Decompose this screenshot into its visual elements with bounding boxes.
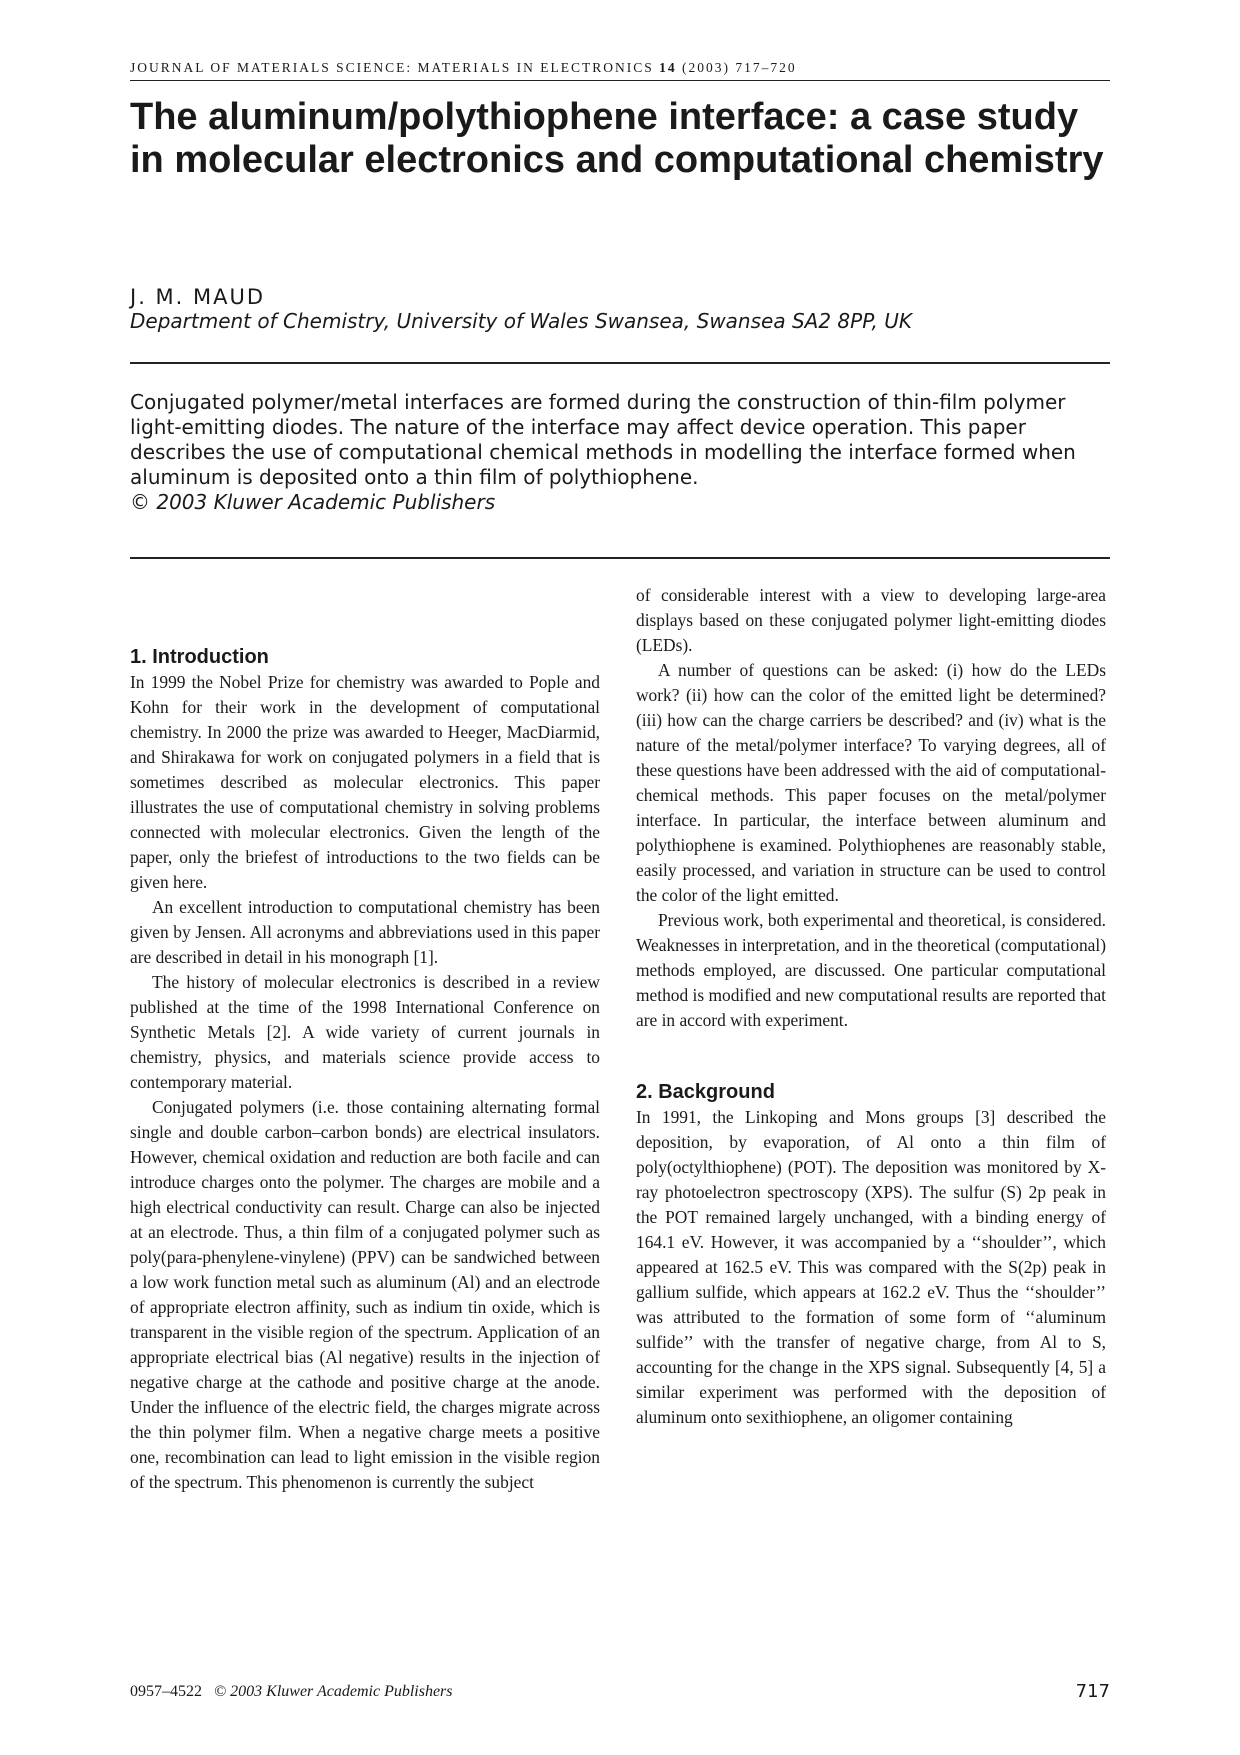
paragraph: Previous work, both experimental and theoretical, is considered. Weaknesses in interpretation, and in the theoretical (computational) methods employed, are discussed. One particular computational method is modified and new computational results are reported that are in accord with experiment. [636, 910, 1106, 1030]
author-affiliation: Department of Chemistry, University of Wales Swansea, Swansea SA2 8PP, UK [130, 309, 912, 333]
paper-title: The aluminum/polythiophene interface: a case study in molecular electronics and computational chemistry [130, 96, 1104, 181]
running-head [130, 60, 1110, 81]
paragraph: In 1991, the Linkoping and Mons groups [3] described the deposition, by evaporation, of Al onto a thin film of poly(octylthiophene) (POT). The deposition was monitored by X-ray photoelectron spectroscopy (XPS). The sulfur (S) 2p peak in the POT remained largely unchanged, with a binding energy of 164.1 eV. However, it was accompanied by a ‘‘shoulder’’, which appeared at 162.5 eV. This was compared with the S(2p) peak in gallium sulfide, which appears at 162.2 eV. Thus the ‘‘shoulder’’ was attributed to the formation of some form of ‘‘aluminum sulfide’’ with the transfer of negative charge, from Al to S, accounting for the change in the XPS signal. Subsequently [4, 5] a similar experiment was performed with the deposition of aluminum onto sexithiophene, an oligomer containing [636, 1107, 1106, 1427]
abstract [130, 390, 1110, 515]
section-heading-introduction: 1. Introduction [130, 646, 269, 668]
left-column [130, 645, 600, 1495]
footer-issn-line [130, 1683, 453, 1701]
journal-year-pages: (2003) 717–720 [682, 60, 797, 75]
section-heading-background: 2. Background [636, 1081, 775, 1103]
paragraph: The history of molecular electronics is described in a review published at the time of the 1998 International Conference on Synthetic Metals [2]. A wide variety of current journals in chemistry, physics, and materials science provide access to contemporary material. [130, 972, 600, 1092]
journal-volume: 14 [659, 60, 677, 75]
journal-name: JOURNAL OF MATERIALS SCIENCE: MATERIALS IN ELECTRONICS [130, 60, 654, 75]
abstract-bottom-rule [130, 557, 1110, 559]
paragraph: Conjugated polymers (i.e. those containing alternating formal single and double carbon–carbon bonds) are electrical insulators. However, chemical oxidation and reduction are both facile and can introduce charges onto the polymer. The charges are mobile and a high electrical conductivity can result. Charge can also be injected at an electrode. Thus, a thin film of a conjugated polymer such as poly(para-phenylene-vinylene) (PPV) can be sandwiched between a low work function metal such as aluminum (Al) and an electrode of appropriate electron affinity, such as indium tin oxide, which is transparent in the visible region of the spectrum. Application of an appropriate electrical bias (Al negative) results in the injection of negative charge at the cathode and positive charge at the anode. Under the influence of the electric field, the charges migrate across the thin polymer film. When a negative charge meets a positive one, recombination can lead to light emission in the visible region of the spectrum. This phenomenon is currently the subject [130, 1097, 600, 1492]
paragraph: An excellent introduction to computational chemistry has been given by Jensen. All acronyms and abbreviations used in this paper are described in detail in his monograph [1]. [130, 897, 600, 967]
abstract-text: Conjugated polymer/metal interfaces are formed during the construction of thin-film polymer light-emitting diodes. The nature of the interface may affect device operation. This paper describes the use of computational chemical methods in modelling the interface formed when aluminum is deposited onto a thin film of polythiophene. [130, 390, 1076, 489]
footer-issn: 0957–4522 [130, 1683, 202, 1700]
right-column [636, 583, 1106, 1430]
page-number: 717 [1075, 1681, 1110, 1702]
abstract-top-rule [130, 362, 1110, 364]
footer-copyright: © 2003 Kluwer Academic Publishers [214, 1683, 453, 1700]
paragraph: In 1999 the Nobel Prize for chemistry was awarded to Pople and Kohn for their work in the development of computational chemistry. In 2000 the prize was awarded to Heeger, MacDiarmid, and Shirakawa for work on conjugated polymers in a field that is sometimes described as molecular electronics. This paper illustrates the use of computational chemistry in solving problems connected with molecular electronics. Given the length of the paper, only the briefest of introductions to the two fields can be given here. [130, 672, 600, 892]
paragraph-continued: of considerable interest with a view to developing large-area displays based on these conjugated polymer light-emitting diodes (LEDs). [636, 585, 1106, 655]
abstract-copyright: © 2003 Kluwer Academic Publishers [130, 490, 496, 514]
author-name: J. M. MAUD [130, 285, 266, 309]
paragraph: A number of questions can be asked: (i) how do the LEDs work? (ii) how can the color of the emitted light be determined? (iii) how can the charge carriers be described? and (iv) what is the nature of the metal/polymer interface? To varying degrees, all of these questions have been addressed with the aid of computational-chemical methods. This paper focuses on the metal/polymer interface. In particular, the interface between aluminum and polythiophene is examined. Polythiophenes are reasonably stable, easily processed, and variation in structure can be used to control the color of the light emitted. [636, 660, 1106, 905]
